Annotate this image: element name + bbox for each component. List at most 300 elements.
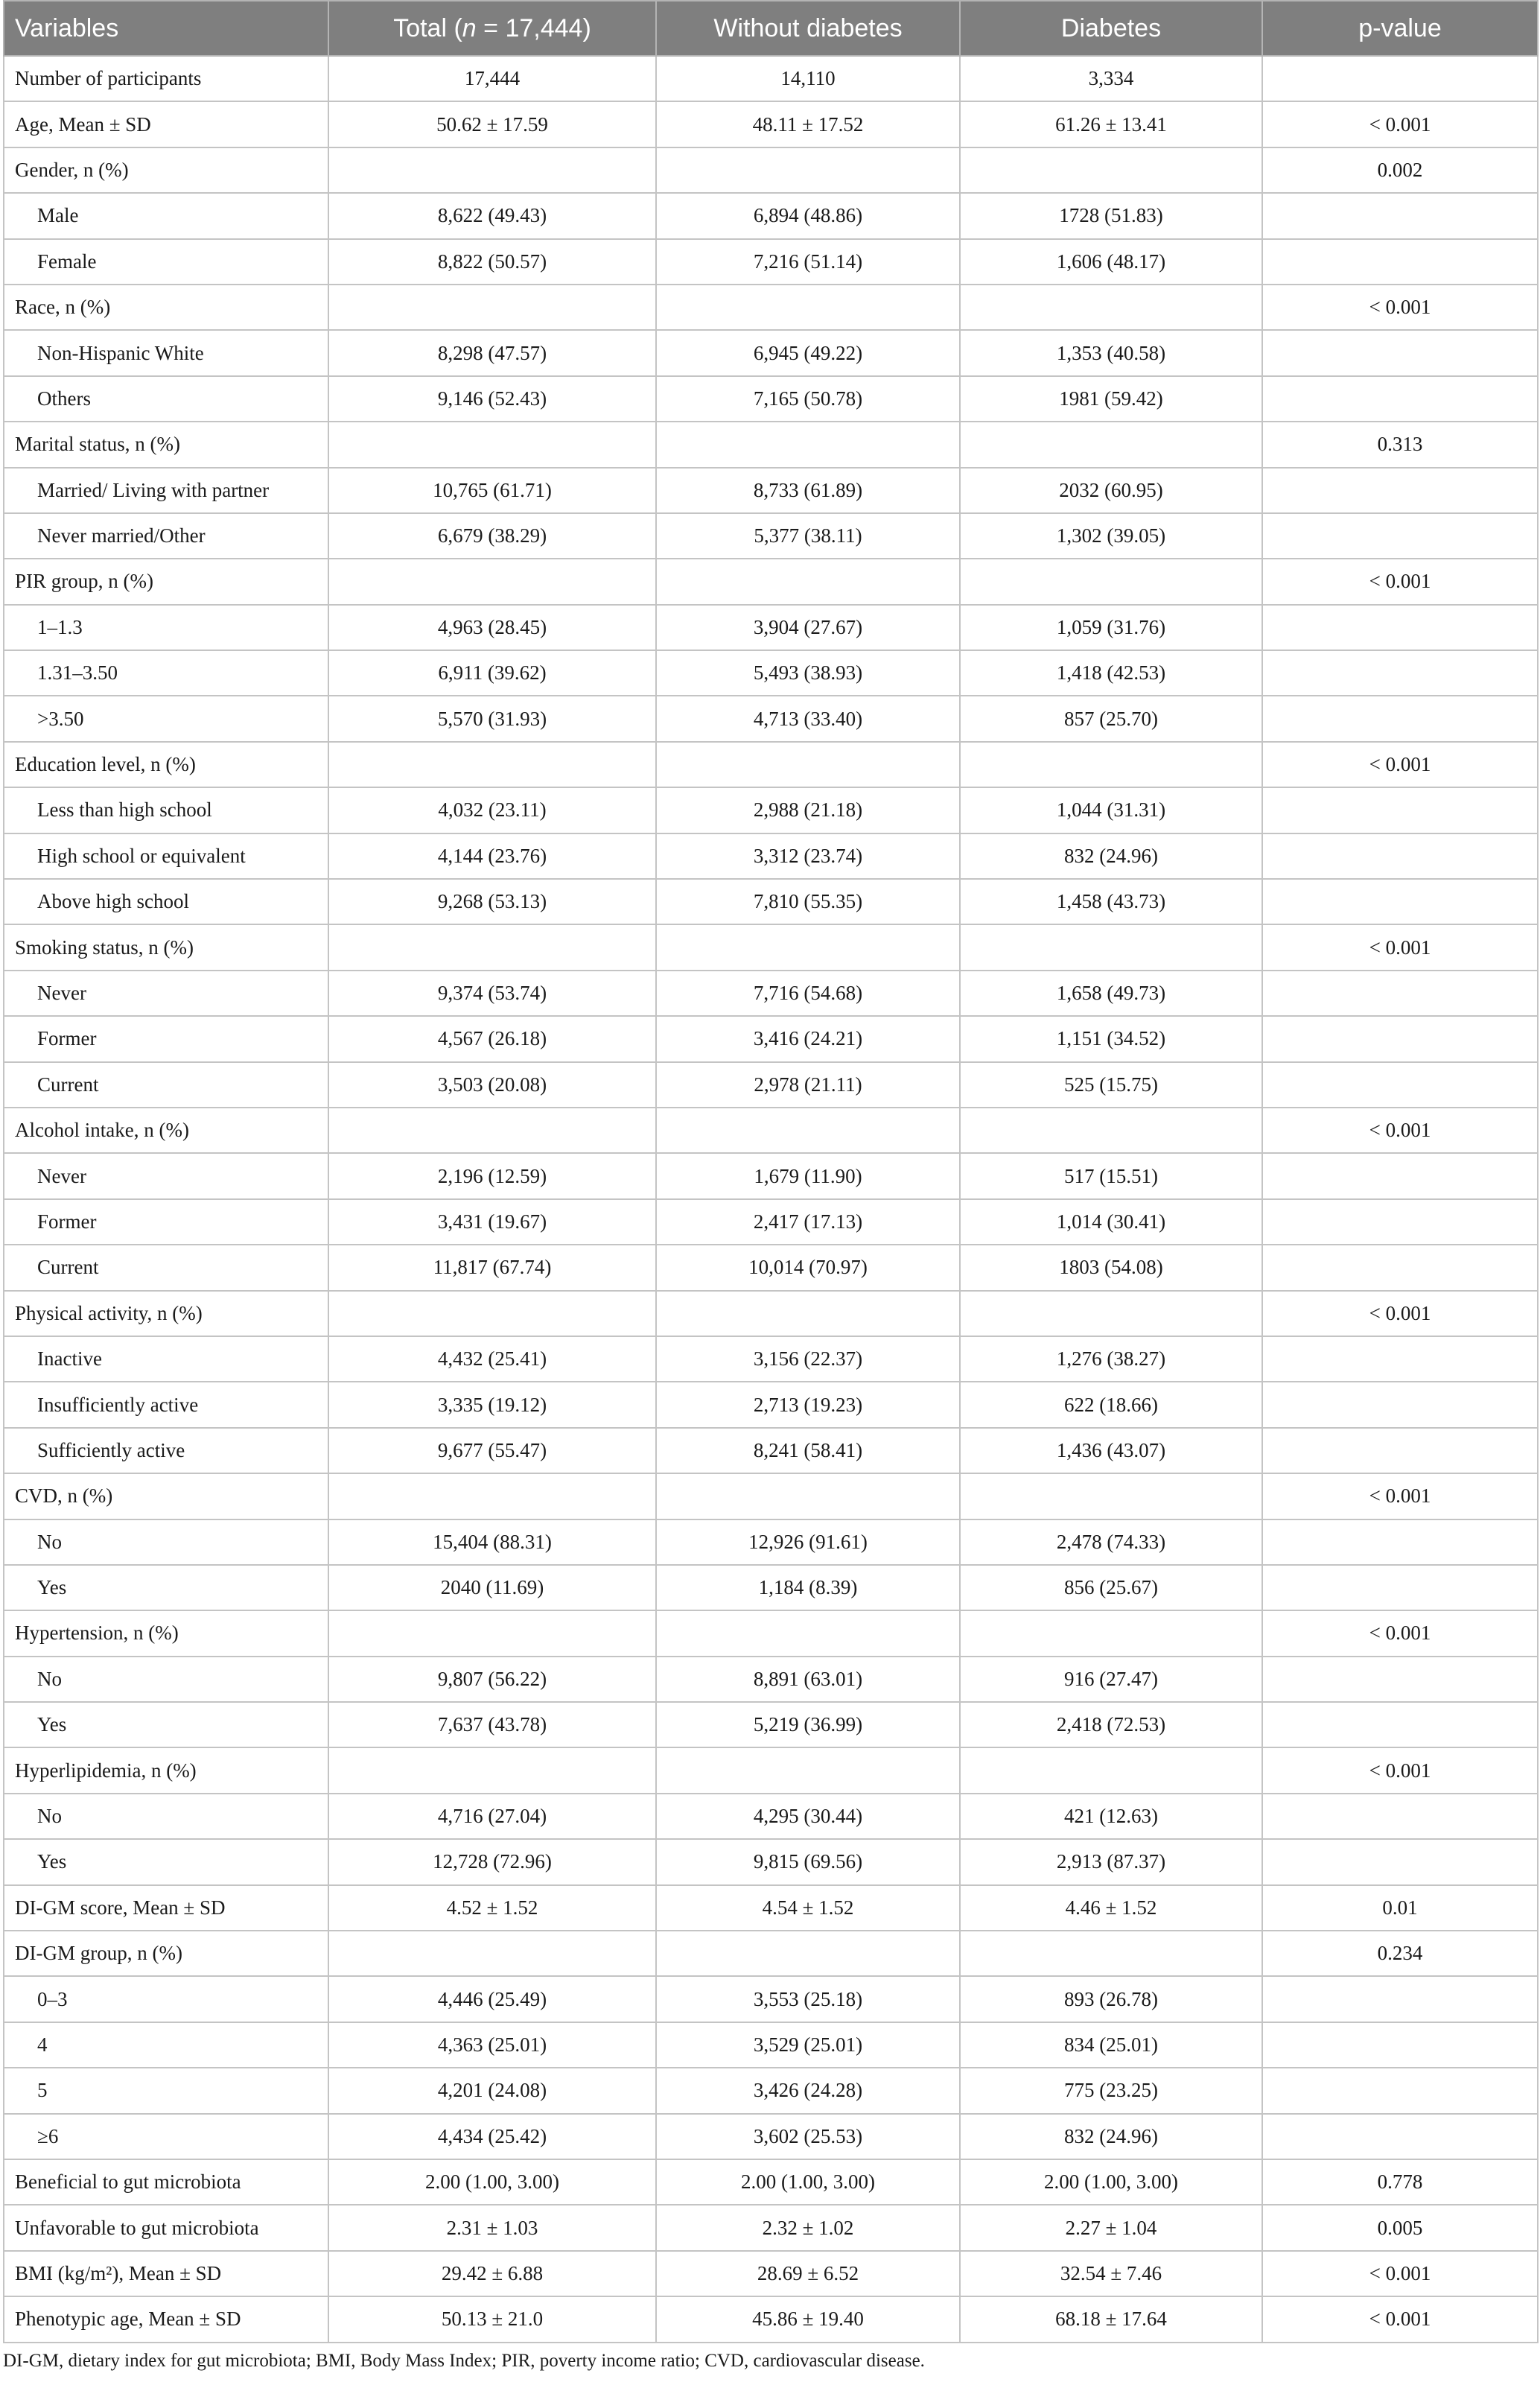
cell-without-diabetes: 45.86 ± 19.40 (656, 2296, 960, 2342)
cell-diabetes: 1981 (59.42) (960, 376, 1262, 422)
cell-p-value: < 0.001 (1262, 2251, 1538, 2296)
cell-diabetes: 1803 (54.08) (960, 1245, 1262, 1290)
cell-without-diabetes: 3,529 (25.01) (656, 2022, 960, 2068)
cell-total: 10,765 (61.71) (328, 468, 656, 513)
cell-p-value: 0.234 (1262, 1931, 1538, 1976)
cell-diabetes: 1,151 (34.52) (960, 1016, 1262, 1061)
table-row (4, 787, 1538, 833)
cell-without-diabetes: 7,810 (55.35) (656, 879, 960, 924)
cell-total: 11,817 (67.74) (328, 1245, 656, 1290)
row-label: 4 (4, 2022, 328, 2068)
row-label: Physical activity, n (%) (4, 1291, 328, 1336)
cell-diabetes (960, 559, 1262, 604)
table-row (4, 193, 1538, 238)
row-label: No (4, 1657, 328, 1702)
header-total-n: n (462, 13, 477, 42)
row-label: ≥6 (4, 2114, 328, 2159)
row-label: Others (4, 376, 328, 422)
cell-diabetes: 1,059 (31.76) (960, 605, 1262, 650)
cell-p-value: < 0.001 (1262, 924, 1538, 970)
cell-diabetes (960, 1291, 1262, 1336)
cell-total: 6,679 (38.29) (328, 513, 656, 559)
cell-total (328, 1931, 656, 1976)
table-row (4, 422, 1538, 467)
cell-total: 2040 (11.69) (328, 1565, 656, 1610)
cell-total: 9,677 (55.47) (328, 1428, 656, 1473)
cell-total: 3,335 (19.12) (328, 1382, 656, 1427)
row-label: Non-Hispanic White (4, 330, 328, 375)
cell-p-value (1262, 1976, 1538, 2022)
cell-total: 12,728 (72.96) (328, 1839, 656, 1884)
row-label: Former (4, 1199, 328, 1245)
cell-p-value (1262, 971, 1538, 1016)
cell-total: 3,431 (19.67) (328, 1199, 656, 1245)
cell-without-diabetes (656, 1747, 960, 1793)
table-row (4, 1153, 1538, 1198)
row-label: Current (4, 1062, 328, 1108)
cell-p-value (1262, 2068, 1538, 2113)
cell-p-value: < 0.001 (1262, 101, 1538, 147)
table-row (4, 1702, 1538, 1747)
cell-without-diabetes: 28.69 ± 6.52 (656, 2251, 960, 2296)
cell-diabetes: 61.26 ± 13.41 (960, 101, 1262, 147)
cell-diabetes: 2,418 (72.53) (960, 1702, 1262, 1747)
cell-total: 4,446 (25.49) (328, 1976, 656, 2022)
cell-without-diabetes: 8,733 (61.89) (656, 468, 960, 513)
row-label: Hypertension, n (%) (4, 1610, 328, 1656)
cell-p-value: 0.002 (1262, 147, 1538, 193)
cell-diabetes (960, 147, 1262, 193)
header-total (328, 1, 656, 56)
cell-total: 9,807 (56.22) (328, 1657, 656, 1702)
cell-total: 8,822 (50.57) (328, 239, 656, 285)
row-label: DI-GM score, Mean ± SD (4, 1885, 328, 1931)
table-row (4, 2205, 1538, 2250)
cell-total: 2.00 (1.00, 3.00) (328, 2159, 656, 2205)
row-label: Yes (4, 1565, 328, 1610)
row-label: Phenotypic age, Mean ± SD (4, 2296, 328, 2342)
cell-p-value (1262, 833, 1538, 879)
cell-without-diabetes: 48.11 ± 17.52 (656, 101, 960, 147)
cell-diabetes: 2,913 (87.37) (960, 1839, 1262, 1884)
cell-p-value (1262, 330, 1538, 375)
cell-total (328, 1108, 656, 1153)
table-row (4, 101, 1538, 147)
cell-total: 15,404 (88.31) (328, 1519, 656, 1565)
table-row (4, 1336, 1538, 1382)
cell-p-value (1262, 605, 1538, 650)
cell-total (328, 1747, 656, 1793)
table-row (4, 513, 1538, 559)
row-label: CVD, n (%) (4, 1473, 328, 1519)
cell-without-diabetes: 7,216 (51.14) (656, 239, 960, 285)
cell-total (328, 559, 656, 604)
cell-without-diabetes: 2,988 (21.18) (656, 787, 960, 833)
row-label: Marital status, n (%) (4, 422, 328, 467)
row-label: Never married/Other (4, 513, 328, 559)
cell-total: 2.31 ± 1.03 (328, 2205, 656, 2250)
cell-total: 4.52 ± 1.52 (328, 1885, 656, 1931)
cell-total: 8,622 (49.43) (328, 193, 656, 238)
cell-total: 6,911 (39.62) (328, 650, 656, 696)
cell-diabetes: 2032 (60.95) (960, 468, 1262, 513)
cell-without-diabetes: 8,241 (58.41) (656, 1428, 960, 1473)
table-row (4, 239, 1538, 285)
row-label: Yes (4, 1702, 328, 1747)
cell-without-diabetes: 4,295 (30.44) (656, 1794, 960, 1839)
row-label: Married/ Living with partner (4, 468, 328, 513)
cell-total: 8,298 (47.57) (328, 330, 656, 375)
table-row (4, 2022, 1538, 2068)
cell-diabetes: 775 (23.25) (960, 2068, 1262, 2113)
cell-total: 4,716 (27.04) (328, 1794, 656, 1839)
cell-p-value (1262, 1428, 1538, 1473)
cell-p-value (1262, 2114, 1538, 2159)
row-label: 5 (4, 2068, 328, 2113)
cell-p-value: < 0.001 (1262, 1473, 1538, 1519)
table-row (4, 1976, 1538, 2022)
cell-without-diabetes (656, 1291, 960, 1336)
table-row (4, 2251, 1538, 2296)
cell-without-diabetes: 1,184 (8.39) (656, 1565, 960, 1610)
table-row (4, 376, 1538, 422)
cell-p-value: < 0.001 (1262, 1610, 1538, 1656)
cell-p-value: 0.005 (1262, 2205, 1538, 2250)
cell-without-diabetes: 5,377 (38.11) (656, 513, 960, 559)
cell-without-diabetes: 6,894 (48.86) (656, 193, 960, 238)
row-label: Current (4, 1245, 328, 1290)
cell-total: 4,363 (25.01) (328, 2022, 656, 2068)
cell-total (328, 285, 656, 330)
cell-without-diabetes: 2,417 (17.13) (656, 1199, 960, 1245)
cell-diabetes: 2.27 ± 1.04 (960, 2205, 1262, 2250)
cell-total: 50.62 ± 17.59 (328, 101, 656, 147)
cell-without-diabetes: 3,904 (27.67) (656, 605, 960, 650)
cell-diabetes: 1,606 (48.17) (960, 239, 1262, 285)
row-label: Female (4, 239, 328, 285)
table-row (4, 1885, 1538, 1931)
row-label: Less than high school (4, 787, 328, 833)
table-row (4, 1519, 1538, 1565)
table-row (4, 605, 1538, 650)
row-label: Above high school (4, 879, 328, 924)
table-row (4, 1245, 1538, 1290)
cell-diabetes: 832 (24.96) (960, 833, 1262, 879)
cell-diabetes (960, 1931, 1262, 1976)
cell-without-diabetes: 2,713 (19.23) (656, 1382, 960, 1427)
row-label: Never (4, 971, 328, 1016)
cell-p-value: < 0.001 (1262, 742, 1538, 787)
cell-without-diabetes (656, 1108, 960, 1153)
row-label: Education level, n (%) (4, 742, 328, 787)
row-label: Insufficiently active (4, 1382, 328, 1427)
cell-p-value (1262, 239, 1538, 285)
table-row (4, 285, 1538, 330)
cell-total: 4,032 (23.11) (328, 787, 656, 833)
cell-without-diabetes: 3,553 (25.18) (656, 1976, 960, 2022)
cell-diabetes (960, 1610, 1262, 1656)
cell-diabetes (960, 1108, 1262, 1153)
row-label: >3.50 (4, 696, 328, 741)
cell-total (328, 924, 656, 970)
cell-p-value (1262, 1016, 1538, 1061)
cell-without-diabetes: 1,679 (11.90) (656, 1153, 960, 1198)
cell-p-value: < 0.001 (1262, 559, 1538, 604)
cell-p-value (1262, 1794, 1538, 1839)
table-row (4, 1428, 1538, 1473)
row-label: Gender, n (%) (4, 147, 328, 193)
cell-diabetes: 525 (15.75) (960, 1062, 1262, 1108)
cell-p-value (1262, 2022, 1538, 2068)
cell-p-value (1262, 1839, 1538, 1884)
row-label: Beneficial to gut microbiota (4, 2159, 328, 2205)
cell-p-value (1262, 787, 1538, 833)
cell-total: 9,268 (53.13) (328, 879, 656, 924)
row-label: 1.31–3.50 (4, 650, 328, 696)
table-row (4, 1108, 1538, 1153)
table-row (4, 147, 1538, 193)
cell-without-diabetes: 2.32 ± 1.02 (656, 2205, 960, 2250)
table-row (4, 1473, 1538, 1519)
cell-diabetes: 1,353 (40.58) (960, 330, 1262, 375)
cell-without-diabetes: 3,426 (24.28) (656, 2068, 960, 2113)
cell-without-diabetes: 12,926 (91.61) (656, 1519, 960, 1565)
cell-diabetes (960, 742, 1262, 787)
row-label: Race, n (%) (4, 285, 328, 330)
table-row (4, 2114, 1538, 2159)
cell-without-diabetes: 4,713 (33.40) (656, 696, 960, 741)
cell-total (328, 147, 656, 193)
table-row (4, 1931, 1538, 1976)
cell-diabetes: 517 (15.51) (960, 1153, 1262, 1198)
cell-p-value: < 0.001 (1262, 1108, 1538, 1153)
cell-total: 4,432 (25.41) (328, 1336, 656, 1382)
cell-without-diabetes (656, 1610, 960, 1656)
characteristics-table (3, 0, 1539, 2343)
cell-diabetes: 421 (12.63) (960, 1794, 1262, 1839)
row-label: High school or equivalent (4, 833, 328, 879)
cell-without-diabetes (656, 1931, 960, 1976)
cell-p-value (1262, 1657, 1538, 1702)
cell-diabetes: 622 (18.66) (960, 1382, 1262, 1427)
cell-without-diabetes: 3,416 (24.21) (656, 1016, 960, 1061)
row-label: Unfavorable to gut microbiota (4, 2205, 328, 2250)
header-row (4, 1, 1538, 56)
cell-diabetes: 834 (25.01) (960, 2022, 1262, 2068)
cell-p-value (1262, 1382, 1538, 1427)
cell-without-diabetes: 2.00 (1.00, 3.00) (656, 2159, 960, 2205)
cell-without-diabetes: 3,156 (22.37) (656, 1336, 960, 1382)
cell-total: 4,201 (24.08) (328, 2068, 656, 2113)
table-row (4, 1565, 1538, 1610)
cell-without-diabetes: 5,493 (38.93) (656, 650, 960, 696)
cell-diabetes: 893 (26.78) (960, 1976, 1262, 2022)
cell-diabetes (960, 285, 1262, 330)
cell-without-diabetes (656, 147, 960, 193)
cell-p-value (1262, 376, 1538, 422)
cell-p-value (1262, 1153, 1538, 1198)
table-row (4, 1199, 1538, 1245)
cell-p-value: < 0.001 (1262, 1747, 1538, 1793)
cell-p-value (1262, 1336, 1538, 1382)
cell-p-value (1262, 468, 1538, 513)
cell-p-value (1262, 1199, 1538, 1245)
cell-without-diabetes (656, 924, 960, 970)
cell-p-value (1262, 1062, 1538, 1108)
table-row (4, 879, 1538, 924)
header-diabetes: Diabetes (960, 1, 1262, 56)
cell-total: 4,144 (23.76) (328, 833, 656, 879)
cell-diabetes: 1,276 (38.27) (960, 1336, 1262, 1382)
cell-p-value: 0.01 (1262, 1885, 1538, 1931)
cell-diabetes: 1,044 (31.31) (960, 787, 1262, 833)
cell-total: 2,196 (12.59) (328, 1153, 656, 1198)
cell-diabetes: 832 (24.96) (960, 2114, 1262, 2159)
cell-total (328, 742, 656, 787)
table-row (4, 1382, 1538, 1427)
cell-diabetes: 68.18 ± 17.64 (960, 2296, 1262, 2342)
cell-p-value (1262, 513, 1538, 559)
table-row (4, 468, 1538, 513)
cell-without-diabetes: 5,219 (36.99) (656, 1702, 960, 1747)
cell-total: 9,146 (52.43) (328, 376, 656, 422)
table-row (4, 696, 1538, 741)
cell-without-diabetes: 2,978 (21.11) (656, 1062, 960, 1108)
cell-diabetes: 2,478 (74.33) (960, 1519, 1262, 1565)
row-label: Never (4, 1153, 328, 1198)
cell-total: 29.42 ± 6.88 (328, 2251, 656, 2296)
cell-without-diabetes: 14,110 (656, 56, 960, 101)
cell-p-value (1262, 1565, 1538, 1610)
cell-total (328, 1610, 656, 1656)
table-row (4, 742, 1538, 787)
header-total-suffix: = 17,444) (476, 13, 591, 42)
table-header (4, 1, 1538, 56)
cell-without-diabetes: 9,815 (69.56) (656, 1839, 960, 1884)
cell-total: 17,444 (328, 56, 656, 101)
cell-p-value: < 0.001 (1262, 1291, 1538, 1336)
cell-diabetes: 1,436 (43.07) (960, 1428, 1262, 1473)
row-label: Male (4, 193, 328, 238)
table-row (4, 56, 1538, 101)
cell-diabetes: 856 (25.67) (960, 1565, 1262, 1610)
row-label: No (4, 1519, 328, 1565)
cell-without-diabetes: 7,165 (50.78) (656, 376, 960, 422)
cell-p-value: < 0.001 (1262, 2296, 1538, 2342)
cell-without-diabetes: 3,312 (23.74) (656, 833, 960, 879)
cell-total (328, 1291, 656, 1336)
row-label: Former (4, 1016, 328, 1061)
cell-diabetes (960, 924, 1262, 970)
row-label: 0–3 (4, 1976, 328, 2022)
cell-diabetes: 857 (25.70) (960, 696, 1262, 741)
row-label: Yes (4, 1839, 328, 1884)
cell-without-diabetes: 8,891 (63.01) (656, 1657, 960, 1702)
cell-without-diabetes (656, 559, 960, 604)
cell-total: 3,503 (20.08) (328, 1062, 656, 1108)
row-label: Alcohol intake, n (%) (4, 1108, 328, 1153)
cell-diabetes: 916 (27.47) (960, 1657, 1262, 1702)
cell-diabetes: 2.00 (1.00, 3.00) (960, 2159, 1262, 2205)
cell-total: 4,963 (28.45) (328, 605, 656, 650)
cell-p-value (1262, 1519, 1538, 1565)
cell-diabetes (960, 1473, 1262, 1519)
table-row (4, 1610, 1538, 1656)
table-row (4, 2068, 1538, 2113)
cell-p-value: 0.313 (1262, 422, 1538, 467)
header-p-value: p-value (1262, 1, 1538, 56)
cell-diabetes: 32.54 ± 7.46 (960, 2251, 1262, 2296)
cell-diabetes (960, 1747, 1262, 1793)
table-row (4, 833, 1538, 879)
cell-without-diabetes (656, 1473, 960, 1519)
cell-p-value (1262, 56, 1538, 101)
cell-p-value (1262, 193, 1538, 238)
row-label: BMI (kg/m²), Mean ± SD (4, 2251, 328, 2296)
table-row (4, 1016, 1538, 1061)
cell-total (328, 422, 656, 467)
cell-p-value (1262, 1245, 1538, 1290)
cell-p-value (1262, 879, 1538, 924)
row-label: DI-GM group, n (%) (4, 1931, 328, 1976)
cell-without-diabetes (656, 285, 960, 330)
cell-total: 9,374 (53.74) (328, 971, 656, 1016)
cell-p-value: 0.778 (1262, 2159, 1538, 2205)
header-total-prefix: Total ( (393, 13, 462, 42)
cell-p-value (1262, 696, 1538, 741)
row-label: Hyperlipidemia, n (%) (4, 1747, 328, 1793)
cell-total (328, 1473, 656, 1519)
table-row (4, 1291, 1538, 1336)
table-row (4, 559, 1538, 604)
table-row (4, 1657, 1538, 1702)
table-body (4, 56, 1538, 2343)
table-row (4, 924, 1538, 970)
cell-diabetes: 3,334 (960, 56, 1262, 101)
header-without-diabetes: Without diabetes (656, 1, 960, 56)
cell-diabetes: 1,458 (43.73) (960, 879, 1262, 924)
cell-without-diabetes (656, 742, 960, 787)
cell-diabetes: 1,302 (39.05) (960, 513, 1262, 559)
row-label: Sufficiently active (4, 1428, 328, 1473)
cell-diabetes: 1,658 (49.73) (960, 971, 1262, 1016)
header-variables: Variables (4, 1, 328, 56)
cell-p-value: < 0.001 (1262, 285, 1538, 330)
cell-diabetes: 4.46 ± 1.52 (960, 1885, 1262, 1931)
cell-without-diabetes: 3,602 (25.53) (656, 2114, 960, 2159)
cell-diabetes (960, 422, 1262, 467)
cell-p-value (1262, 1702, 1538, 1747)
table-row (4, 1839, 1538, 1884)
cell-total: 4,567 (26.18) (328, 1016, 656, 1061)
table-row (4, 2159, 1538, 2205)
row-label: Number of participants (4, 56, 328, 101)
cell-without-diabetes: 10,014 (70.97) (656, 1245, 960, 1290)
cell-total: 4,434 (25.42) (328, 2114, 656, 2159)
cell-diabetes: 1,418 (42.53) (960, 650, 1262, 696)
cell-total: 50.13 ± 21.0 (328, 2296, 656, 2342)
cell-total: 5,570 (31.93) (328, 696, 656, 741)
cell-without-diabetes (656, 422, 960, 467)
table-row (4, 1747, 1538, 1793)
cell-diabetes: 1728 (51.83) (960, 193, 1262, 238)
table-row (4, 650, 1538, 696)
cell-total: 7,637 (43.78) (328, 1702, 656, 1747)
row-label: Smoking status, n (%) (4, 924, 328, 970)
table-row (4, 1794, 1538, 1839)
row-label: PIR group, n (%) (4, 559, 328, 604)
table-row (4, 2296, 1538, 2342)
